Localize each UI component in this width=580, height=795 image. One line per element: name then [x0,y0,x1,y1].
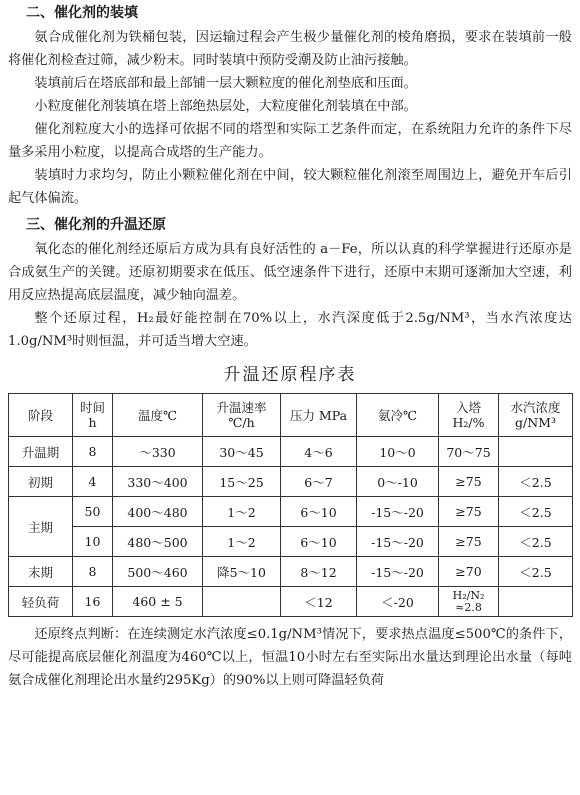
cell-time: 4 [73,467,113,497]
cell-stage: 主期 [9,497,73,557]
cell-temperature: ～330 [113,437,203,467]
cell-heating-rate: 15～25 [203,467,281,497]
section-heading-reduction: 三、催化剂的升温还原 [26,217,166,233]
cell-stage: 初期 [9,467,73,497]
cell-pressure: 6～7 [281,467,357,497]
cell-inlet-h2: ≥75 [439,527,499,557]
cell-inlet-h2: ≥75 [439,467,499,497]
cell-temperature: 330～400 [113,467,203,497]
cell-pressure: 6～10 [281,527,357,557]
paragraph: 小粒度催化剂装填在塔上部绝热层处，大粒度催化剂装填在中部。 [34,99,417,114]
document-page [0,4,580,795]
table-row [9,587,573,617]
paragraph: 装填前后在塔底部和最上部铺一层大颗粒度的催化剂垫底和压面。 [34,76,417,91]
cell-pressure: 6～10 [281,497,357,527]
cell-inlet-h2: H₂/N₂ ≈2.8 [439,587,499,617]
cell-time: 10 [73,527,113,557]
table-header-row [9,394,573,437]
header-stage: 阶段 [9,394,73,437]
header-vapor-concentration: 水汽浓度 g/NM³ [499,394,573,437]
cell-pressure: 4～6 [281,437,357,467]
cell-heating-rate: 1～2 [203,527,281,557]
cell-vapor-concentration [499,437,573,467]
table-row [9,437,573,467]
cell-vapor-concentration: ＜2.5 [499,527,573,557]
paragraph-reduction-endpoint: 还原终点判断：在连续测定水汽浓度≤0.1g/NM³情况下，要求热点温度≤500℃的条件下，尽可能提高底层催化剂温度为460℃以上，恒温10小时左右至实际出水量达到理论出水量（每吨氨合成催化剂理论出水量约295Kg）的90%以上则可降温轻负荷 [8,627,572,688]
cell-ammonia-cooling: 10～0 [357,437,439,467]
table-row [9,527,573,557]
cell-time: 8 [73,557,113,587]
cell-temperature: 480～500 [113,527,203,557]
paragraph: 氨合成催化剂为铁桶包装，因运输过程会产生极少量催化剂的棱角磨损，要求在装填前一般将催化剂检查过筛，减少粉末。同时装填中预防受潮及防止油污接触。 [8,30,572,68]
cell-ammonia-cooling: -15～-20 [357,497,439,527]
cell-vapor-concentration [499,587,573,617]
cell-heating-rate: 1～2 [203,497,281,527]
cell-ammonia-cooling: 0～-10 [357,467,439,497]
cell-pressure: 8～12 [281,557,357,587]
cell-time: 50 [73,497,113,527]
section-heading-catalyst-loading: 二、催化剂的装填 [26,5,138,21]
cell-pressure: ＜12 [281,587,357,617]
cell-inlet-h2: ≥75 [439,497,499,527]
cell-stage: 末期 [9,557,73,587]
cell-ammonia-cooling: ＜-20 [357,587,439,617]
header-time: 时间 h [73,394,113,437]
cell-ammonia-cooling: -15～-20 [357,527,439,557]
cell-stage: 升温期 [9,437,73,467]
cell-vapor-concentration: ＜2.5 [499,467,573,497]
paragraph: 氧化态的催化剂经还原后方成为具有良好活性的 a－Fe，所以认真的科学掌握进行还原亦是合成氨生产的关键。还原初期要求在低压、低空速条件下进行，还原中末期可逐渐加大空速，利用反应热提高底层温度，减少轴向温差。 [8,242,572,303]
cell-temperature: 500～460 [113,557,203,587]
cell-heating-rate [203,587,281,617]
cell-temperature: 460 ± 5 [113,587,203,617]
reduction-procedure-table [8,393,573,617]
cell-vapor-concentration: ＜2.5 [499,497,573,527]
cell-vapor-concentration: ＜2.5 [499,557,573,587]
cell-temperature: 400～480 [113,497,203,527]
paragraph: 装填时力求均匀，防止小颗粒催化剂在中间，较大颗粒催化剂滚至周围边上，避免开车后引起气体偏流。 [8,168,572,206]
cell-heating-rate: 降5～10 [203,557,281,587]
cell-time: 16 [73,587,113,617]
cell-ammonia-cooling: -15～-20 [357,557,439,587]
cell-inlet-h2: 70～75 [439,437,499,467]
cell-time: 8 [73,437,113,467]
header-temperature: 温度℃ [113,394,203,437]
table-row [9,467,573,497]
header-inlet-h2: 入塔 H₂/% [439,394,499,437]
table-title: 升温还原程序表 [223,365,357,385]
paragraph: 整个还原过程，H₂最好能控制在70%以上，水汽深度低于2.5g/NM³，当水汽浓度达1.0g/NM³时则恒温，并可适当增大空速。 [8,311,572,349]
header-heating-rate: 升温速率 ℃/h [203,394,281,437]
header-ammonia-cooling: 氨冷℃ [357,394,439,437]
header-pressure: 压力 MPa [281,394,357,437]
cell-inlet-h2: ≥70 [439,557,499,587]
table-row [9,497,573,527]
table-row [9,557,573,587]
cell-stage: 轻负荷 [9,587,73,617]
cell-heating-rate: 30～45 [203,437,281,467]
paragraph: 催化剂粒度大小的选择可依据不同的塔型和实际工艺条件而定，在系统阻力允许的条件下尽量多采用小粒度，以提高合成塔的生产能力。 [8,122,572,160]
